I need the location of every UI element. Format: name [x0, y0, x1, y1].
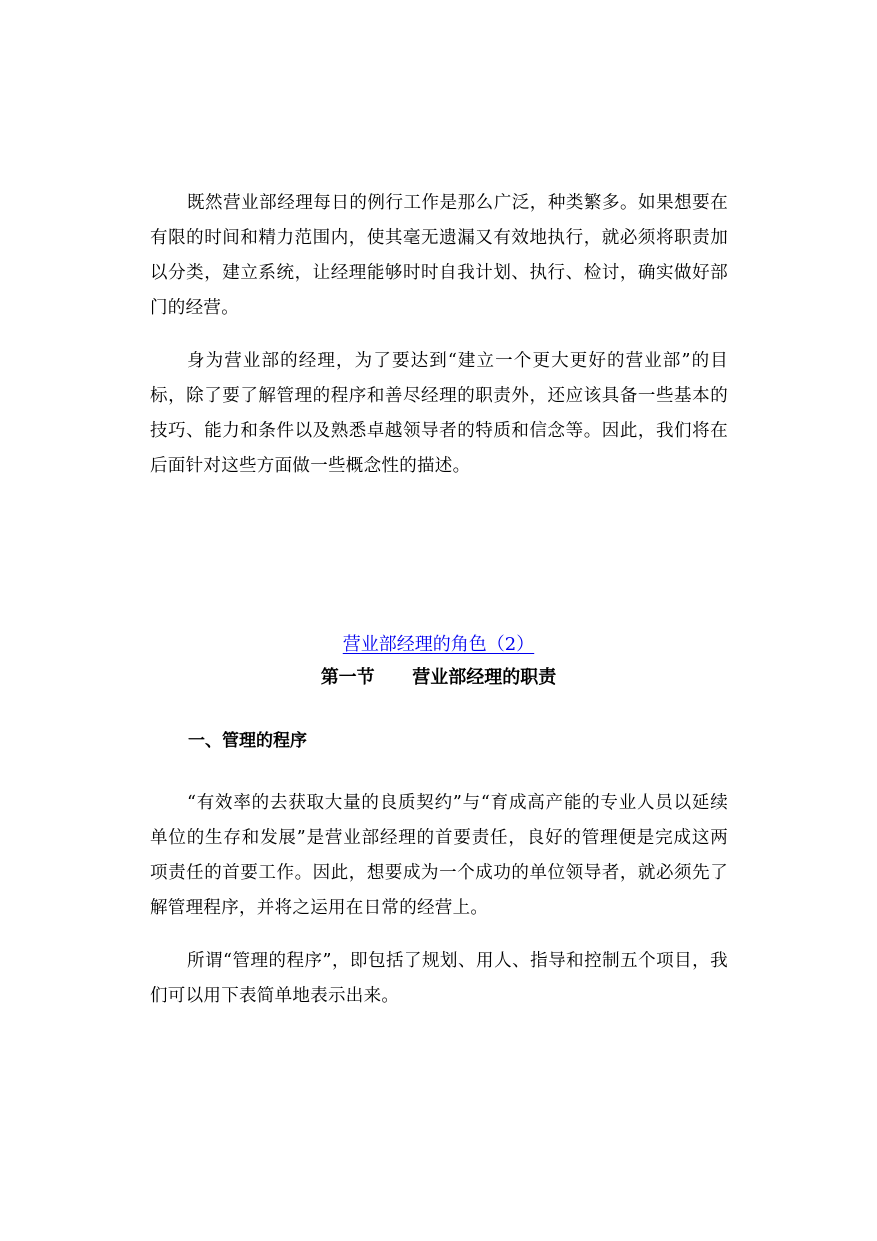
- chapter-title-link[interactable]: 营业部经理的角色（2）: [342, 634, 535, 655]
- paragraph-management-procedure: 所谓“管理的程序”，即包括了规划、用人、指导和控制五个项目，我们可以用下表简单地表示出来。: [150, 951, 728, 1006]
- subheading-management-procedure: 一、管理的程序: [188, 731, 307, 751]
- paragraph-manager-goals: 身为营业部的经理，为了要达到“建立一个更大更好的营业部”的目标，除了要了解管理的程序和善尽经理的职责外，还应该具备一些基本的技巧、能力和条件以及熟悉卓越领导者的特质和信念等。因此，我们将在后面针对这些方面做一些概念性的描述。: [150, 351, 728, 476]
- chapter-title: [0, 630, 877, 660]
- paragraph-intro-duties: 既然营业部经理每日的例行工作是那么广泛，种类繁多。如果想要在有限的时间和精力范围内，使其毫无遗漏又有效地执行，就必须将职责加以分类，建立系统，让经理能够时时自我计划、执行、检讨，确实做好部门的经营。: [150, 193, 728, 318]
- section-title: 第一节 营业部经理的职责: [320, 667, 557, 688]
- paragraph-primary-responsibility: “有效率的去获取大量的良质契约”与“育成高产能的专业人员以延续单位的生存和发展”是营业部经理的首要责任，良好的管理便是完成这两项责任的首要工作。因此，想要成为一个成功的单位领导者，就必须先了解管理程序，并将之运用在日常的经营上。: [150, 793, 728, 918]
